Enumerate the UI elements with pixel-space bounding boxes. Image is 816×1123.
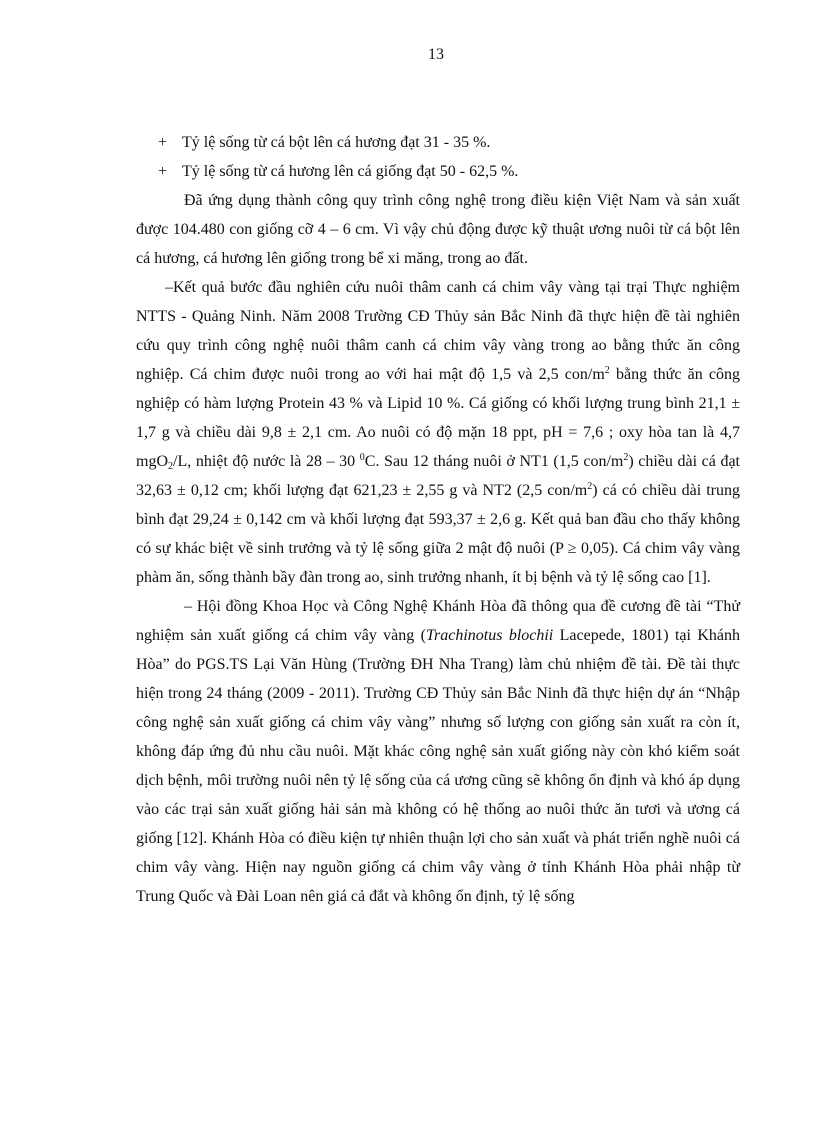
paragraph-khanh-hoa-council xyxy=(136,592,740,911)
document-body xyxy=(136,128,740,911)
bullet-item-survival-fingerling-to-seed xyxy=(136,157,740,186)
superscript: 2 xyxy=(623,452,629,463)
bullet-mark: + xyxy=(158,134,168,151)
superscript: 2 xyxy=(587,481,593,492)
superscript: 0 xyxy=(359,452,365,463)
paragraph-intensive-culture-results xyxy=(136,273,740,592)
paragraph-technology-application: Đã ứng dụng thành công quy trình công nghệ trong điều kiện Việt Nam và sản xuất được 104.480 con giống cỡ 4 – 6 cm. Vì vậy chủ động được kỹ thuật ương nuôi từ cá bột lên cá hương, cá hương lên giống trong bể xi măng, trong ao đất. xyxy=(136,192,740,267)
text-span: –Kết quả bước đầu nghiên cứu nuôi thâm canh cá chim vây vàng tại trại Thực nghiệm NTTS - Quảng Ninh. Năm 2008 Trường CĐ Thủy sản Bắc Ninh đã thực hiện đề tài nghiên cứu quy trình công nghệ nuôi thâm canh cá chim vây vàng trong ao bằng thức ăn công nghiệp. Cá chim được nuôi trong ao với hai mật độ 1,5 và 2,5 con/m xyxy=(136,279,740,383)
text-span: Lacepede, 1801) tại Khánh Hòa” do PGS.TS Lại Văn Hùng (Trường ĐH Nha Trang) làm chủ nhiệm đề tài. Đề tài thực hiện trong 24 tháng (2009 - 2011). Trường CĐ Thủy sản Bắc Ninh đã thực hiện dự án “Nhập công nghệ sản xuất giống cá chim vây vàng” nhưng số lượng con giống sản xuất ra còn ít, không đáp ứng đủ nhu cầu nuôi. Mặt khác công nghệ sản xuất giống này còn khó kiểm soát dịch bệnh, môi trường nuôi nên tỷ lệ sống của cá ương cũng sẽ không ổn định và khó áp dụng vào các trại sản xuất giống hải sản mà không có hệ thống ao nuôi thức ăn tươi và ương cá giống [12]. Khánh Hòa có điều kiện tự nhiên thuận lợi cho sản xuất và phát triển nghề nuôi cá chim vây vàng. Hiện nay nguồn giống cá chim vây vàng ở tỉnh Khánh Hòa phải nhập từ Trung Quốc và Đài Loan nên giá cả đắt và không ổn định, tỷ lệ sống xyxy=(136,627,740,905)
text-span: – Hội đồng Khoa Học và Công Nghệ Khánh Hòa đã thông qua đề cương đề tài “Thử nghiệm sản xuất giống cá chim vây vàng ( xyxy=(136,598,740,644)
bullet-mark: + xyxy=(158,163,168,180)
bullet-item-survival-fry-to-fingerling xyxy=(136,128,740,157)
subscript: 2 xyxy=(168,461,173,472)
text-span: ) cá có chiều dài trung bình đạt 29,24 ± 0,142 cm và khối lượng đạt 593,37 ± 2,6 g. Kết quả ban đầu cho thấy không có sự khác biệt về sinh trưởng và tỷ lệ sống giữa 2 mật độ nuôi (P ≥ 0,05). Cá chim vây vàng phàm ăn, sống thành bầy đàn trong ao, sinh trưởng nhanh, ít bị bệnh và tỷ lệ sống cao [1]. xyxy=(136,482,741,586)
bullet-text: Tỷ lệ sống từ cá bột lên cá hương đạt 31 - 35 %. xyxy=(182,134,491,151)
text-span: bằng thức ăn công nghiệp có hàm lượng Protein 43 % và Lipid 10 %. Cá giống có khối lượng trung bình 21,1 ± 1,7 g và chiều dài 9,8 ± 2,1 cm. Ao nuôi có độ mặn 18 ppt, pH = 7,6 ; oxy hòa tan là 4,7 mgO xyxy=(136,366,741,470)
superscript: 2 xyxy=(604,365,610,376)
species-name-italic: Trachinotus blochii xyxy=(425,627,554,644)
bullet-text: Tỷ lệ sống từ cá hương lên cá giống đạt 50 - 62,5 %. xyxy=(182,163,519,180)
text-span: C. Sau 12 tháng nuôi ở NT1 (1,5 con/m xyxy=(364,453,624,470)
text-span: ) chiều dài cá đạt 32,63 ± 0,12 cm; khối lượng đạt 621,23 ± 2,55 g và NT2 (2,5 con/m xyxy=(136,453,741,499)
text-span: /L, nhiệt độ nước là 28 – 30 xyxy=(173,453,360,470)
page-number: 13 xyxy=(428,46,444,63)
